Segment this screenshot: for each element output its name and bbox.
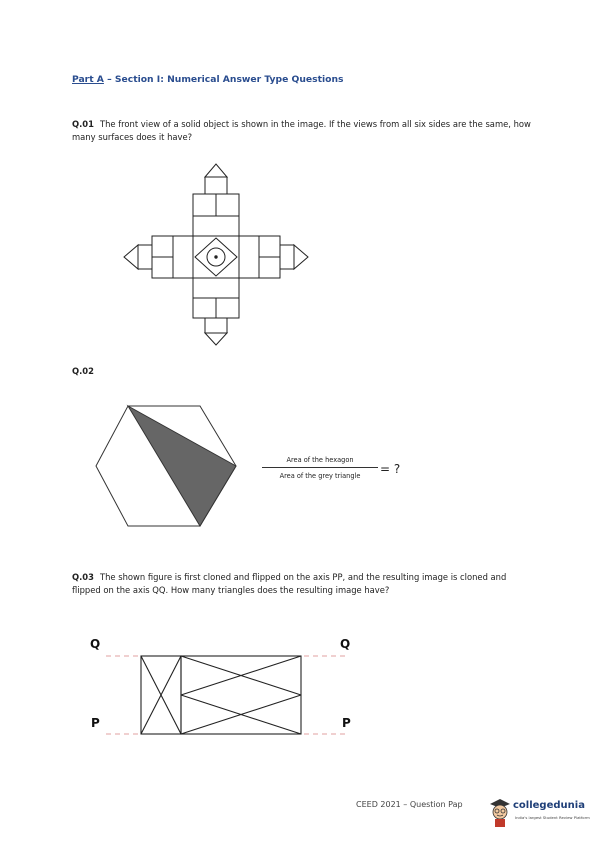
- brand-logo-text: collegedunia: [513, 800, 585, 811]
- brand-tagline: India's largest Student Review Platform: [515, 815, 590, 820]
- axis-label-q-left: Q: [90, 637, 101, 651]
- part-label: Part A: [72, 74, 104, 85]
- hexagon: [96, 406, 236, 526]
- equals-question: = ?: [380, 462, 401, 476]
- question-1: [72, 118, 532, 144]
- question-1-text: The front view of a solid object is shown in the image. If the views from all six sides are the same, how many surfaces does it have?: [72, 119, 531, 142]
- question-3-text: The shown figure is first cloned and flipped on the axis PP, and the resulting image is cloned and flipped on the axis QQ. How many triangles does the resulting image have?: [72, 572, 507, 595]
- question-3: [72, 571, 532, 597]
- question-3-number: Q.03: [72, 572, 94, 582]
- question-1-number: Q.01: [72, 119, 94, 129]
- mascot-icon: [488, 798, 512, 828]
- axis-label-p-left: P: [91, 716, 100, 730]
- area-ratio-fraction: [262, 456, 378, 480]
- fraction-denominator: Area of the grey triangle: [279, 472, 361, 480]
- footer-text: CEED 2021 – Question Pap: [356, 800, 463, 809]
- axis-label-q-right: Q: [340, 637, 351, 651]
- section-title: – Section I: Numerical Answer Type Questions: [103, 74, 344, 85]
- question-2-number: Q.02: [72, 366, 94, 376]
- section-heading: [72, 74, 343, 85]
- axis-label-p-right: P: [342, 716, 351, 730]
- question-2: [72, 365, 532, 378]
- grey-triangle: [128, 406, 236, 526]
- fraction-numerator: Area of the hexagon: [262, 456, 378, 468]
